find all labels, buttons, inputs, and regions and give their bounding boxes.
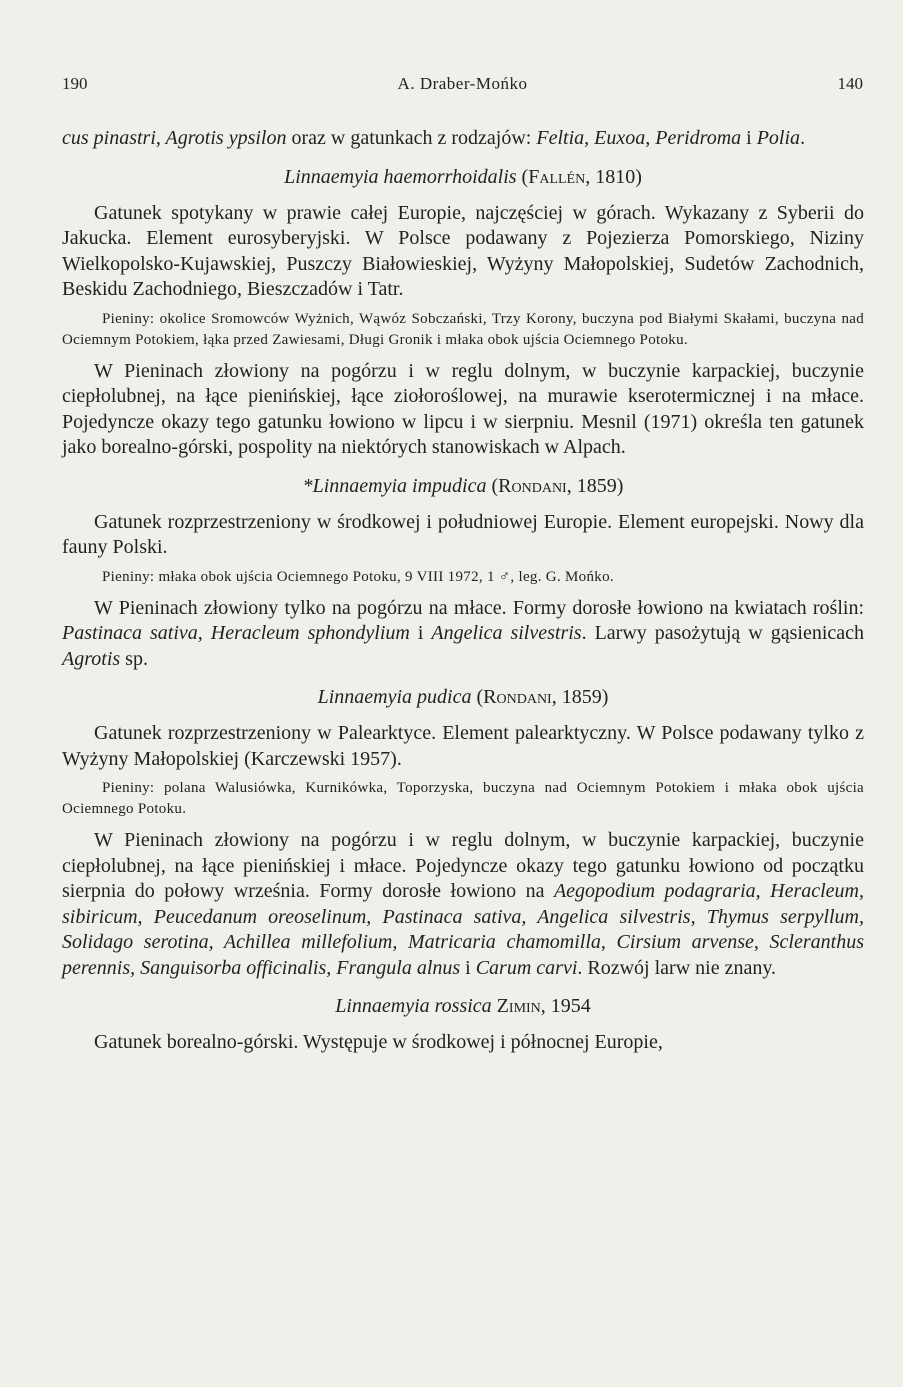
page-header [62,74,863,98]
species-heading-pudica: Linnaemyia pudica (Rondani, 1859) [317,686,609,708]
species-heading-rossica: Linnaemyia rossica Zimin, 1954 [335,995,591,1017]
locality-list: Pieniny: polana Walusiówka, Kurnikówka, Toporzyska, buczyna nad Ociemnym Potokiem i młaka obok ujścia Ociemnego Potoku. [62,780,864,817]
species-notes: W Pieninach złowiony na pogórzu i w reglu dolnym, w buczynie karpackiej, buczynie ciepłolubnej, na łące pienińskiej i młace. Pojedyncze okazy tego gatunku łowiono od początku sierpnia do połowy września. Formy dorosłe łowiono na Aegopodium podagraria, Heracleum, sibiricum, Peucedanum oreoselinum, Pastinaca sativa, Angelica silvestris, Thymus serpyllum, Solidago serotina, Achillea millefolium, Matricaria chamomilla, Cirsium arvense, Scleranthus perennis, Sanguisorba officinalis, Frangula alnus i Carum carvi. Rozwój larw nie znany. [62,829,864,979]
continuation-paragraph: cus pinastri, Agrotis ypsilon oraz w gatunkach z rodzajów: Feltia, Euxoa, Peridroma i Polia. [62,127,806,149]
page-number-right: 140 [837,74,863,93]
species-heading-haemorrhoidalis: Linnaemyia haemorrhoidalis (Fallén, 1810) [284,165,642,188]
species-notes: W Pieninach złowiony na pogórzu i w reglu dolnym, w buczynie karpackiej, buczynie ciepłolubnej, na łące pienińskiej, łące ziołoroślowej, na murawie kserotermicznej i na młace. Pojedyncze okazy tego gatunku łowiono w lipcu i w sierpniu. Mesnil (1971) określa ten gatunek jako borealno-górski, pospolity na niektórych stanowiskach w Alpach. [62,359,864,458]
locality-list: Pieniny: młaka obok ujścia Ociemnego Potoku, 9 VIII 1972, 1 ♂, leg. G. Mońko. [102,568,614,585]
page-body [62,126,864,1056]
species-description: Gatunek rozprzestrzeniony w środkowej i południowej Europie. Element europejski. Nowy dla fauny Polski. [62,510,864,558]
species-description: Gatunek borealno-górski. Występuje w środkowej i północnej Europie, [94,1031,663,1053]
species-description: Gatunek spotykany w prawie całej Europie, najczęściej w górach. Wykazany z Syberii do Jakucka. Element eurosyberyjski. W Polsce podawany z Pojezierza Pomorskiego, Niziny Wielkopolsko-Kujawskiej, Puszczy Białowieskiej, Wyżyny Małopolskiej, Sudetów Zachodnich, Beskidu Zachodniego, Bieszczadów i Tatr. [62,201,864,300]
locality-list: Pieniny: okolice Sromowców Wyżnich, Wąwóz Sobczański, Trzy Korony, buczyna pod Białymi Skałami, buczyna nad Ociemnym Potokiem, łąka przed Zawiesami, Długi Gronik i młaka obok ujścia Ociemnego Potoku. [62,310,864,348]
species-description: Gatunek rozprzestrzeniony w Palearktyce. Element palearktyczny. W Polsce podawany tylko z Wyżyny Małopolskiej (Karczewski 1957). [62,722,864,770]
running-head-author: A. Draber-Mońko [397,74,528,93]
species-heading-impudica: *Linnaemyia impudica (Rondani, 1859) [302,474,624,497]
page-number-left: 190 [62,74,88,93]
species-notes: W Pieninach złowiony tylko na pogórzu na młace. Formy dorosłe łowiono na kwiatach roślin: Pastinaca sativa, Heracleum sphondylium i Angelica silvestris. Larwy pasożytują w gąsienicach Agrotis sp. [62,596,865,670]
